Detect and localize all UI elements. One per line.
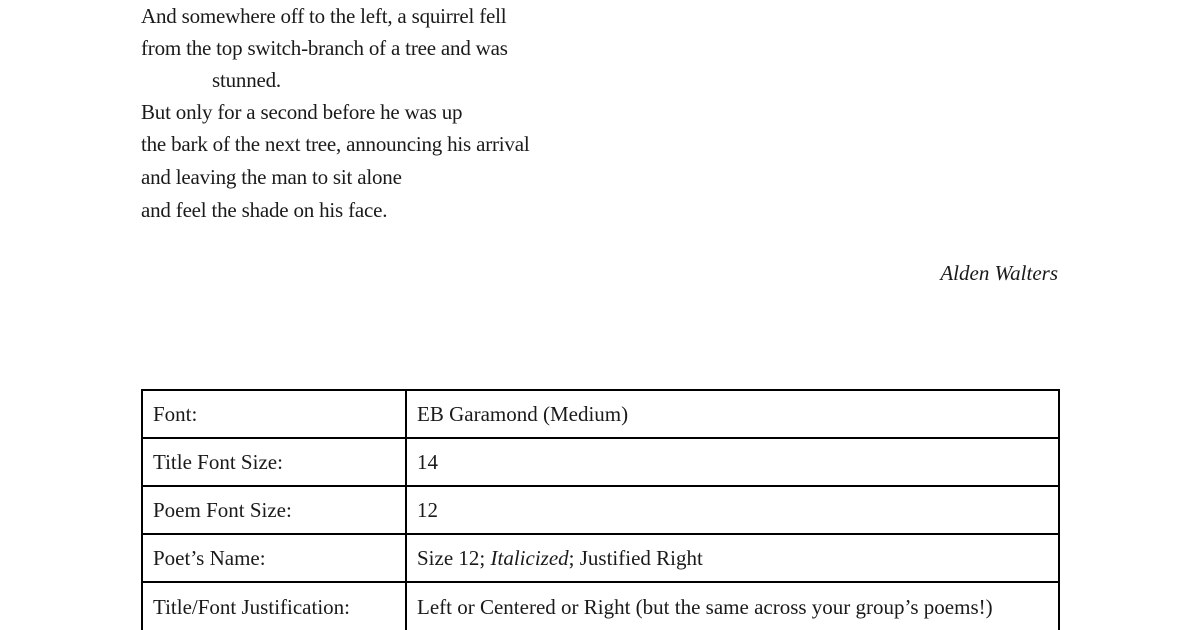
spec-value: 12: [406, 486, 1059, 534]
poem-line: from the top switch-branch of a tree and was: [141, 36, 508, 60]
spec-value-suffix: ; Justified Right: [568, 545, 703, 570]
table-row: [142, 390, 1059, 438]
poem-line: But only for a second before he was up: [141, 100, 463, 124]
spec-value: 14: [406, 438, 1059, 486]
formatting-spec-table: [141, 389, 1060, 630]
table-row: [142, 582, 1059, 630]
spec-label: Title Font Size:: [142, 438, 406, 486]
spec-value-prefix: Size 12;: [417, 545, 491, 570]
poem-line: and feel the shade on his face.: [141, 198, 388, 222]
poet-name: Alden Walters: [940, 261, 1058, 285]
table-row: [142, 534, 1059, 582]
table-row: [142, 438, 1059, 486]
spec-label: Poet’s Name:: [142, 534, 406, 582]
poem-line: and leaving the man to sit alone: [141, 165, 402, 189]
spec-label: Font:: [142, 390, 406, 438]
spec-value-italic: Italicized: [490, 545, 569, 570]
spec-value: Left or Centered or Right (but the same across your group’s poems!): [406, 582, 1059, 630]
poem-line: And somewhere off to the left, a squirrel fell: [141, 4, 507, 28]
spec-label: Poem Font Size:: [142, 486, 406, 534]
poem-line: the bark of the next tree, announcing his arrival: [141, 132, 530, 156]
spec-label: Title/Font Justification:: [142, 582, 406, 630]
poem-line: stunned.: [212, 68, 281, 92]
table-row: [142, 486, 1059, 534]
spec-value: EB Garamond (Medium): [406, 390, 1059, 438]
spec-value: [406, 534, 1059, 582]
